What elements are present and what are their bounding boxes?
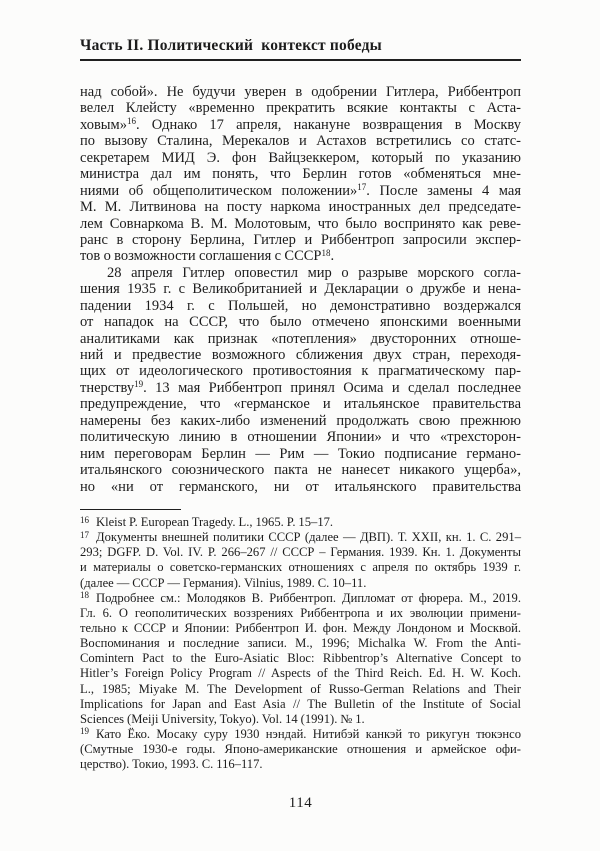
text-line: аналитиками как признак «потепления» двусторонних отноше- (80, 330, 521, 347)
line-text: . (330, 248, 335, 265)
footnote-19 (80, 727, 521, 772)
footnote-line: (далее — СССР — Германия). Vilnius, 1989. С. 10–11. (80, 575, 367, 590)
footnote-separator (80, 509, 181, 510)
line-text: ховым» (80, 116, 127, 133)
text-line: ним переговорам Берлин — Рим — Токио подписание германо- (80, 445, 521, 462)
footnote-ref-18: 18 (321, 247, 331, 258)
footnote-line: Гл. 6. О геополитических воззрениях Риббентропа и их эволюции примени- (80, 605, 521, 620)
footnote-line: 293; DGFP. D. Vol. IV. P. 266–267 // СССР – Германия. 1939. Кн. 1. Документы (80, 545, 521, 560)
text-line: ранс в сторону Берлина, Гитлер и Риббентроп запросили экспер- (80, 231, 521, 248)
text-line (80, 117, 521, 133)
line-text: . 13 мая Риббентроп принял Осима и сделал последнее (143, 379, 521, 396)
text-line: 28 апреля Гитлер оповестил мир о разрыве морского согла- (107, 264, 521, 281)
line-text: тов о возможности соглашения с СССР (80, 248, 322, 265)
text-line (80, 380, 521, 396)
page-number: 114 (288, 795, 313, 811)
footnote-line: Hitler’s Foreign Policy Program // Aspects of the Third Reich. Ed. H. W. Koch. (80, 666, 521, 681)
text-line: лем Совнаркома В. М. Молотовым, что было воспринято как реве- (80, 215, 521, 232)
line-text: Документы внешней политики СССР (далее — ДВП). Т. XXII, кн. 1. С. 291– (96, 530, 521, 545)
text-line (80, 248, 521, 264)
footnote-line (80, 727, 521, 742)
text-line: министра дал им понять, что Берлин готов «обменяться мне- (80, 166, 521, 183)
footnotes-section (80, 509, 521, 772)
footnote-line: Implications for Japan and East Asia // The Bulletin of the Institute of Social (80, 696, 521, 711)
footnote-line: (Смутные 1930-е годы. Японо-американские отношения и армейское офи- (80, 742, 521, 757)
footnote-marker-16: 16 (80, 514, 89, 525)
text-line: над собой». Не будучи уверен в одобрении Гитлера, Риббентроп (80, 84, 521, 100)
text-line: политическую линию в отношении Японии» и что «трехсторон- (80, 429, 521, 446)
line-text: Подробнее см.: Молодяков В. Риббентроп. Дипломат от фюрера. М., 2019. (96, 590, 521, 605)
footnote-line: тельно к СССР и Японии: Риббентроп И. фон. Между Лондоном и Москвой. (80, 620, 521, 635)
text-line: итальянского союзнического пакта не нанесет никакого ущерба», (80, 462, 521, 479)
footnote-line (80, 515, 521, 530)
paragraph (80, 84, 521, 265)
footnote-line (80, 591, 521, 606)
text-line: ний и предвестие возможного сближения двух стран, переходя- (80, 347, 521, 363)
footnote-line: церство). Токио, 1993. С. 116–117. (80, 757, 263, 772)
footnote-ref-19: 19 (134, 379, 144, 390)
line-text: . После замены 4 мая (366, 182, 521, 199)
footnote-ref-17: 17 (357, 182, 367, 193)
text-line: по вызову Сталина, Мерекалов и Астахов встретились со статс- (80, 133, 521, 150)
footnote-17 (80, 530, 521, 591)
footnote-marker-19: 19 (80, 726, 89, 737)
footnote-line: Comintern Pact to the Euro-Asiatic Bloc: Ribbentrop’s Alternative Concept to (80, 651, 521, 666)
footnote-line: Sciences (Meiji University, Tokyo). Vol. 14 (1991). № 1. (80, 711, 365, 726)
text-line: велел Клейсту «временно прекратить всякие контакты с Аста- (80, 100, 521, 117)
text-line: секретарем МИД Э. фон Вайцзеккером, который по указанию (80, 149, 521, 166)
text-line: намерены без каких-либо изменений продолжать свою прежнюю (80, 412, 521, 429)
line-text: . Однако 17 апреля, накануне возвращения в Москву (135, 116, 521, 133)
footnote-ref-16: 16 (126, 116, 136, 127)
footnote-16 (80, 515, 521, 530)
text-line: шения 1935 г. с Великобританией и Декларации о дружбе и нена- (80, 281, 521, 298)
footnote-line: и материалы о советско-германских отношениях с апреля по октябрь 1939 г. (80, 560, 521, 575)
text-line: но «ни от германского, ни от итальянского правительства (80, 478, 521, 495)
line-text: ниями об общеполитическом положении» (80, 182, 358, 199)
running-header (80, 37, 521, 61)
footnote-18 (80, 591, 521, 727)
text-line: щих от идеологического противостояния к прагматическому пар- (80, 363, 521, 380)
text-line (80, 183, 521, 199)
line-text: тнерству (80, 379, 135, 396)
text-line: падении 1934 г. с Польшей, но демонстративно воздержался (80, 297, 521, 314)
paragraph (80, 265, 521, 495)
text-line: М. М. Литвинова на посту наркома иностранных дел председате- (80, 199, 521, 216)
body-text (80, 84, 521, 495)
footnote-line (80, 530, 521, 545)
text-line: от нападок на СССР, что было отмечено японскими военными (80, 314, 521, 331)
text-line: предупреждение, что «германское и итальянское правительства (80, 396, 521, 413)
footnote-marker-18: 18 (80, 590, 89, 601)
footnote-marker-17: 17 (80, 529, 89, 540)
footnote-line: L., 1985; Miyake M. The Development of Russo-German Relations and Their (80, 681, 521, 696)
line-text: Като Ёко. Мосаку суру 1930 нэндай. Нитибэй канкэй то рикугун тюкэнсо (96, 726, 521, 741)
line-text: Kleist P. European Tragedy. L., 1965. P. 15–17. (96, 515, 334, 529)
running-header-title: Часть II. Политический контекст победы (80, 37, 382, 54)
footnote-line: Воспоминания и последние записи. М., 1996; Michalka W. From the Anti- (80, 636, 521, 651)
